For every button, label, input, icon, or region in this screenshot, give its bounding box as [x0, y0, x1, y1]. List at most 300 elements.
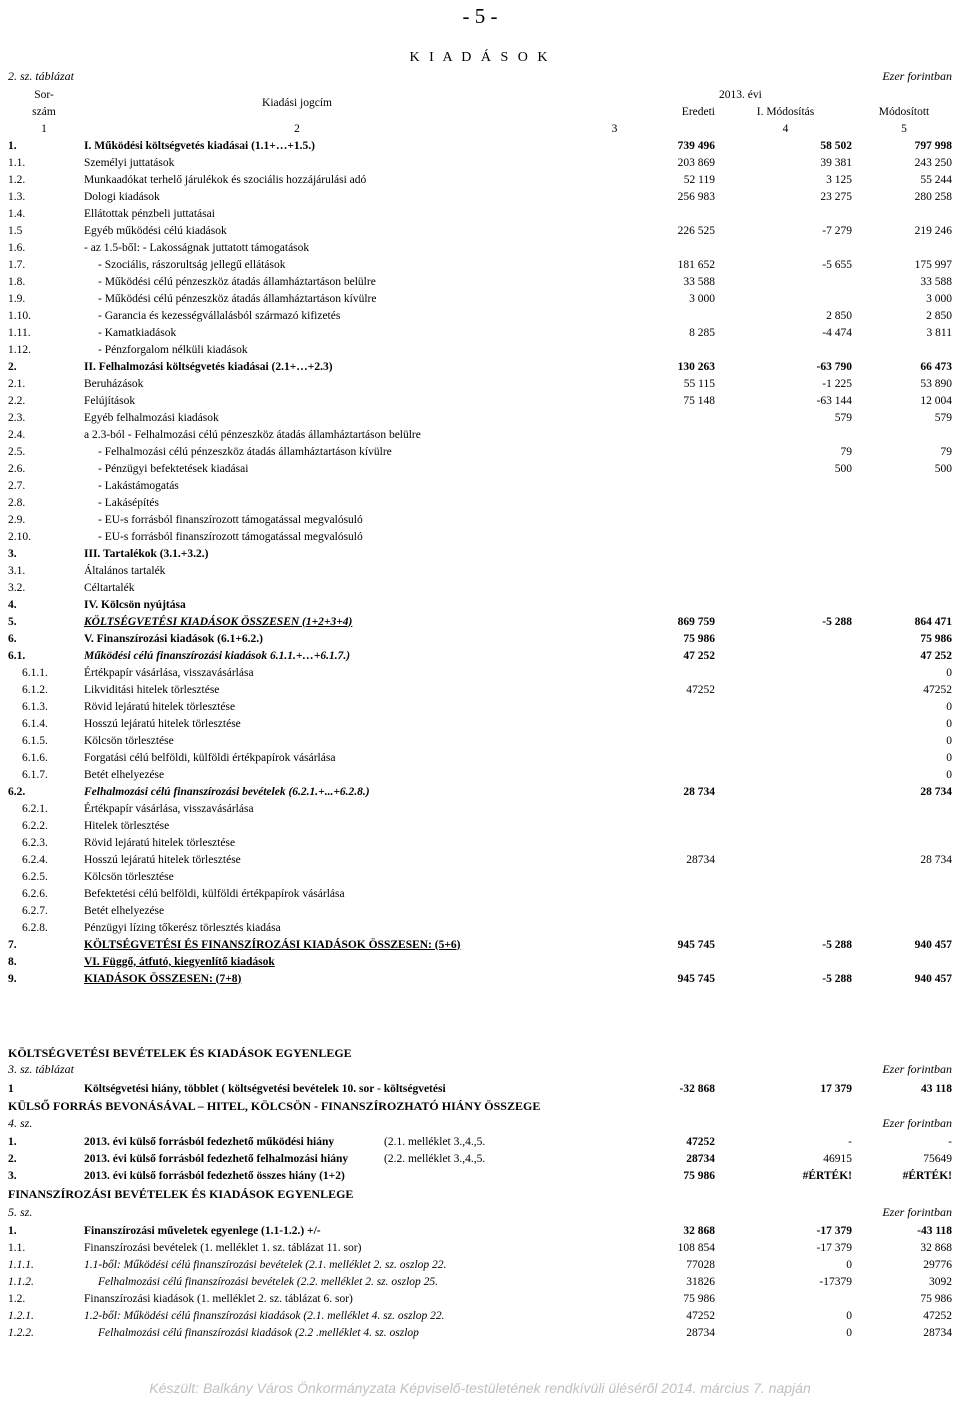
table-row — [6, 562, 954, 579]
row-label: IV. Kölcsön nyújtása — [84, 598, 186, 611]
table-row — [6, 460, 954, 477]
value-modositas: -1 225 — [822, 377, 852, 390]
table-row — [6, 1324, 954, 1341]
table-row — [6, 1167, 954, 1184]
row-number: 2.5. — [8, 445, 26, 458]
table5-label: 5. sz. — [8, 1205, 33, 1219]
value-eredeti — [512, 477, 717, 494]
footer-note: Készült: Balkány Város Önkormányzata Képviselő-testületének rendkívüli üléséről 2014. március 7. napján — [149, 1380, 811, 1396]
value-eredeti — [512, 715, 717, 732]
row-number: 2.3. — [8, 411, 26, 424]
value-modositott — [854, 834, 954, 851]
value-modositas: 0 — [846, 1309, 852, 1322]
table-row — [6, 511, 954, 528]
table5-caption — [8, 1205, 952, 1220]
row-label: V. Finanszírozási kiadások (6.1+6.2.) — [84, 632, 263, 645]
value-modositott — [854, 562, 954, 579]
value-modositott: 280 258 — [914, 190, 952, 203]
value-modositott: 0 — [946, 734, 952, 747]
row-number: 6. — [8, 632, 17, 645]
table-row — [6, 137, 954, 154]
row-label: VI. Függő, átfutó, kiegyenlítő kiadások — [84, 955, 275, 968]
value-modositott: 55 244 — [920, 173, 952, 186]
value-modositott: 0 — [946, 700, 952, 713]
value-eredeti: 47252 — [686, 683, 715, 696]
table-row — [6, 273, 954, 290]
row-number: 3. — [8, 1169, 17, 1182]
value-modositas — [717, 273, 854, 290]
table-row — [6, 1290, 954, 1307]
row-number: 2. — [8, 1152, 17, 1165]
expenditure-table — [6, 86, 954, 987]
value-modositott: 0 — [946, 751, 952, 764]
row-label: - Garancia és kezességvállalásból származó kifizetés — [98, 309, 341, 322]
value-eredeti — [512, 545, 717, 562]
row-number: 1.8. — [8, 275, 26, 288]
row-number: 6.2.2. — [22, 819, 48, 832]
row-reference: (2.1. melléklet 3.,4.,5. — [384, 1135, 486, 1148]
table-row — [6, 222, 954, 239]
value-eredeti — [512, 205, 717, 222]
value-modositott: 75649 — [923, 1152, 952, 1165]
row-label: - Pénzügyi befektetések kiadásai — [98, 462, 249, 475]
value-modositas — [717, 919, 854, 936]
value-modositas — [717, 545, 854, 562]
table-row — [6, 834, 954, 851]
table-header-row — [6, 86, 954, 103]
row-label: Ellátottak pénzbeli juttatásai — [84, 207, 215, 220]
row-number: 1.2.2. — [8, 1326, 34, 1339]
row-label: - az 1.5-ből: - Lakosságnak juttatott támogatások — [84, 241, 310, 254]
value-eredeti — [512, 698, 717, 715]
row-number: 1.11. — [8, 326, 31, 339]
value-modositas — [717, 596, 854, 613]
header-sor: Sor- — [34, 88, 54, 101]
value-modositas — [717, 834, 854, 851]
value-modositott: 2 850 — [926, 309, 952, 322]
row-label: Általános tartalék — [84, 564, 166, 577]
financing-table — [6, 1222, 954, 1341]
value-modositott: 940 457 — [914, 972, 952, 985]
value-modositott: 66 473 — [920, 360, 952, 373]
table-row — [6, 1273, 954, 1290]
value-modositott: 79 — [940, 445, 952, 458]
value-modositott — [854, 477, 954, 494]
table3-label: 3. sz. táblázat — [8, 1062, 75, 1076]
row-number: 2.1. — [8, 377, 26, 390]
row-label: 2013. évi külső forrásból fedezhető működési hiány — [84, 1135, 335, 1148]
value-modositas: -5 288 — [822, 938, 852, 951]
row-label: Hitelek törlesztése — [84, 819, 170, 832]
row-label: - EU-s forrásból finanszírozott támogatással megvalósuló — [98, 513, 363, 526]
row-number: 2. — [8, 360, 17, 373]
row-number: 6.1.7. — [22, 768, 48, 781]
table4-caption — [8, 1116, 952, 1131]
row-number: 6.1.6. — [22, 751, 48, 764]
value-modositas: 23 275 — [820, 190, 852, 203]
colnum: 3 — [611, 122, 618, 135]
row-number: 3.2. — [8, 581, 26, 594]
value-modositas: -17379 — [819, 1275, 852, 1288]
value-modositott: 243 250 — [914, 156, 952, 169]
table-row — [6, 851, 954, 868]
row-label: - Lakástámogatás — [98, 479, 179, 492]
value-modositas — [717, 579, 854, 596]
value-eredeti — [512, 426, 717, 443]
value-modositott — [854, 239, 954, 256]
row-label: Személyi juttatások — [84, 156, 175, 169]
row-number: 6.2.6. — [22, 887, 48, 900]
value-eredeti — [512, 528, 717, 545]
row-label: Kölcsön törlesztése — [84, 734, 174, 747]
value-modositott: #ÉRTÉK! — [902, 1169, 952, 1182]
header-modositott: Módosított — [878, 105, 930, 118]
table-row — [6, 630, 954, 647]
value-modositott: 12 004 — [920, 394, 952, 407]
value-modositas — [717, 715, 854, 732]
deficit-table — [6, 1133, 954, 1184]
value-eredeti: 28734 — [686, 853, 715, 866]
row-number: 2.4. — [8, 428, 26, 441]
row-label: KIADÁSOK ÖSSZESEN: (7+8) — [84, 972, 242, 985]
row-label: Működési célú finanszírozási kiadások 6.1.1.+…+6.1.7.) — [84, 649, 351, 662]
row-number: 2.2. — [8, 394, 26, 407]
value-modositas: -5 655 — [822, 258, 852, 271]
table-row — [6, 239, 954, 256]
row-label: Befektetési célú belföldi, külföldi értékpapírok vásárlása — [84, 887, 345, 900]
row-label: - Pénzforgalom nélküli kiadások — [98, 343, 248, 356]
value-modositott: 3 811 — [926, 326, 952, 339]
value-eredeti: 739 496 — [677, 139, 715, 152]
row-label: Hosszú lejáratú hitelek törlesztése — [84, 853, 241, 866]
row-label: Dologi kiadások — [84, 190, 160, 203]
table4-label: 4. sz. — [8, 1116, 33, 1130]
colnum: 5 — [901, 122, 907, 135]
balance-table — [6, 1080, 954, 1097]
value-eredeti: 130 263 — [677, 360, 715, 373]
value-modositas — [717, 953, 854, 970]
row-number: 1.1.2. — [8, 1275, 34, 1288]
value-modositott: 47 252 — [920, 649, 952, 662]
value-modositott: 75 986 — [920, 632, 952, 645]
row-label: II. Felhalmozási költségvetés kiadásai (2.1+…+2.3) — [84, 360, 333, 373]
table-row — [6, 324, 954, 341]
table-row — [6, 1150, 954, 1167]
value-modositas: #ÉRTÉK! — [802, 1169, 852, 1182]
value-modositott: 0 — [946, 717, 952, 730]
table-row — [6, 154, 954, 171]
table-row — [6, 664, 954, 681]
table-row — [6, 545, 954, 562]
row-number: 1.2. — [8, 173, 26, 186]
value-eredeti: 8 285 — [689, 326, 715, 339]
value-modositas — [717, 749, 854, 766]
table-row — [6, 681, 954, 698]
table-row — [6, 596, 954, 613]
value-eredeti: 203 869 — [677, 156, 715, 169]
table-row — [6, 205, 954, 222]
value-eredeti: 28734 — [686, 1326, 715, 1339]
row-label: Felújítások — [84, 394, 136, 407]
table-row — [6, 613, 954, 630]
value-modositas: 3 125 — [826, 173, 852, 186]
row-label: KÖLTSÉGVETÉSI ÉS FINANSZÍROZÁSI KIADÁSOK ÖSSZESEN: (5+6) — [84, 938, 461, 951]
row-number: 6.2.8. — [22, 921, 48, 934]
page-number: - 5 - — [462, 4, 498, 28]
row-label: Beruházások — [84, 377, 144, 390]
row-number: 1.3. — [8, 190, 26, 203]
value-eredeti — [512, 919, 717, 936]
value-modositott — [854, 800, 954, 817]
row-number: 8. — [8, 955, 17, 968]
row-number: 3. — [8, 547, 17, 560]
row-label: Rövid lejáratú hitelek törlesztése — [84, 700, 236, 713]
table-row — [6, 256, 954, 273]
value-eredeti — [512, 341, 717, 358]
value-modositas: -63 144 — [816, 394, 852, 407]
value-modositott: 47252 — [923, 1309, 952, 1322]
value-eredeti: 256 983 — [677, 190, 715, 203]
value-modositott — [854, 596, 954, 613]
value-modositas — [717, 1290, 854, 1307]
row-label: Finanszírozási bevételek (1. melléklet 1. sz. táblázat 11. sor) — [84, 1241, 362, 1254]
table-row — [6, 477, 954, 494]
header-jogcim: Kiadási jogcím — [262, 97, 332, 109]
section3-heading: KÖLTSÉGVETÉSI BEVÉTELEK ÉS KIADÁSOK EGYENLEGE — [8, 1046, 352, 1060]
table-row — [6, 715, 954, 732]
row-number: 6.2.4. — [22, 853, 48, 866]
row-label: Rövid lejáratú hitelek törlesztése — [84, 836, 236, 849]
row-label: - Szociális, rászorultság jellegű ellátások — [98, 258, 286, 271]
value-modositott: 28734 — [923, 1326, 952, 1339]
value-modositas — [717, 664, 854, 681]
value-modositas — [717, 902, 854, 919]
value-eredeti — [512, 596, 717, 613]
value-eredeti — [512, 817, 717, 834]
value-eredeti: 869 759 — [677, 615, 715, 628]
value-modositas — [717, 647, 854, 664]
value-modositas: -17 379 — [816, 1241, 852, 1254]
value-modositott: 500 — [934, 462, 952, 475]
value-modositott: - — [948, 1135, 952, 1148]
row-label: Likviditási hitelek törlesztése — [84, 683, 220, 696]
value-modositott: 29776 — [923, 1258, 952, 1271]
row-number: 2.8. — [8, 496, 26, 509]
value-modositas — [717, 290, 854, 307]
value-modositott: 33 588 — [920, 275, 952, 288]
value-modositott: 3 000 — [926, 292, 952, 305]
row-number: 1. — [8, 1135, 17, 1148]
header-modositas: I. Módosítás — [756, 105, 815, 118]
row-number: 2.9. — [8, 513, 26, 526]
table-row — [6, 970, 954, 987]
table-row — [6, 579, 954, 596]
value-eredeti — [512, 868, 717, 885]
value-modositas: 39 381 — [820, 156, 852, 169]
row-number: 1.2.1. — [8, 1309, 34, 1322]
value-modositott — [854, 919, 954, 936]
row-number: 7. — [8, 938, 17, 951]
value-modositas: -5 288 — [822, 972, 852, 985]
value-modositott — [854, 579, 954, 596]
table-row — [6, 307, 954, 324]
row-number: 1.2. — [8, 1292, 26, 1305]
table-row — [6, 953, 954, 970]
value-modositott: 28 734 — [920, 853, 952, 866]
row-number: 1.1. — [8, 156, 26, 169]
row-number: 1.10. — [8, 309, 31, 322]
table-row — [6, 443, 954, 460]
value-eredeti — [512, 443, 717, 460]
row-label: Betét elhelyezése — [84, 904, 165, 917]
row-number: 6.2.5. — [22, 870, 48, 883]
row-label: - Működési célú pénzeszköz átadás államháztartáson kívülre — [98, 292, 377, 305]
table4-unit: Ezer forintban — [882, 1116, 952, 1130]
table-row — [6, 936, 954, 953]
value-eredeti — [512, 409, 717, 426]
value-modositott: 219 246 — [914, 224, 952, 237]
colnum: 2 — [294, 122, 300, 135]
value-modositott: 864 471 — [914, 615, 952, 628]
row-label: Kölcsön törlesztése — [84, 870, 174, 883]
value-modositott: -43 118 — [917, 1224, 952, 1237]
value-modositas — [717, 239, 854, 256]
row-label: III. Tartalékok (3.1.+3.2.) — [84, 547, 209, 560]
row-number: 1.1. — [8, 1241, 26, 1254]
row-number: 5. — [8, 615, 17, 628]
value-modositas: -17 379 — [816, 1224, 852, 1237]
row-number: 6.2.3. — [22, 836, 48, 849]
value-modositott: 797 998 — [914, 139, 952, 152]
value-eredeti: 77028 — [686, 1258, 715, 1271]
value-modositas — [717, 868, 854, 885]
value-modositas — [717, 817, 854, 834]
value-eredeti — [512, 307, 717, 324]
table-row — [6, 919, 954, 936]
value-modositott — [854, 545, 954, 562]
header-szam: szám — [32, 105, 56, 118]
row-label: 2013. évi külső forrásból fedezhető felhalmozási hiány — [84, 1152, 349, 1165]
row-label: Finanszírozási kiadások (1. melléklet 2. sz. táblázat 6. sor) — [84, 1292, 353, 1305]
table-row — [6, 375, 954, 392]
row-label: Költségvetési hiány, többlet ( költségvetési bevételek 10. sor - költségvetési — [84, 1082, 446, 1095]
table-row — [6, 732, 954, 749]
value-modositas — [717, 341, 854, 358]
table-row — [6, 392, 954, 409]
value-eredeti: 3 000 — [689, 292, 715, 305]
value-modositott — [854, 528, 954, 545]
value-modositas: 58 502 — [820, 139, 852, 152]
value-modositott: 175 997 — [914, 258, 952, 271]
value-modositas: -63 790 — [816, 360, 852, 373]
section4-heading: KÜLSŐ FORRÁS BEVONÁSÁVAL – HITEL, KÖLCSÖN - FINANSZÍROZHATÓ HIÁNY ÖSSZEGE — [8, 1099, 541, 1113]
row-label: Betét elhelyezése — [84, 768, 165, 781]
table-row — [6, 647, 954, 664]
value-eredeti: 47252 — [686, 1309, 715, 1322]
row-label: Munkaadókat terhelő járulékok és szociális hozzájárulási adó — [84, 173, 367, 186]
value-eredeti: 75 148 — [683, 394, 715, 407]
table-row — [6, 426, 954, 443]
value-modositas — [717, 766, 854, 783]
row-number: 2.7. — [8, 479, 26, 492]
value-eredeti: 226 525 — [677, 224, 715, 237]
value-modositott: 43 118 — [921, 1082, 952, 1095]
value-eredeti: 75 986 — [683, 1292, 715, 1305]
value-modositas: -5 288 — [822, 615, 852, 628]
value-modositott — [854, 426, 954, 443]
value-eredeti: 47252 — [686, 1135, 715, 1148]
value-modositott: 0 — [946, 768, 952, 781]
column-number-row — [6, 120, 954, 137]
colnum: 1 — [41, 122, 47, 135]
value-modositott — [854, 885, 954, 902]
table-row — [6, 1256, 954, 1273]
table2-caption — [8, 69, 952, 84]
value-modositott — [854, 902, 954, 919]
value-eredeti: 33 588 — [683, 275, 715, 288]
row-label: 1.2-ből: Működési célú finanszírozási kiadások (2.1. melléklet 4. sz. oszlop 22. — [84, 1309, 445, 1322]
table-row — [6, 290, 954, 307]
row-label: Felhalmozási célú finanszírozási kiadások (2.2 .melléklet 4. sz. oszlop — [98, 1326, 419, 1339]
row-number: 6.1.2. — [22, 683, 48, 696]
value-modositas: 2 850 — [826, 309, 852, 322]
row-label: Egyéb működési célú kiadások — [84, 224, 227, 237]
row-number: 1.4. — [8, 207, 26, 220]
row-number: 6.1.5. — [22, 734, 48, 747]
row-number: 1.9. — [8, 292, 26, 305]
row-label: Egyéb felhalmozási kiadások — [84, 411, 219, 424]
table-row — [6, 885, 954, 902]
header-eredeti: Eredeti — [681, 105, 715, 118]
value-eredeti — [512, 732, 717, 749]
value-eredeti — [512, 749, 717, 766]
row-label: Pénzügyi lízing tőkerész törlesztés kiadása — [84, 921, 281, 934]
row-number: 6.2.7. — [22, 904, 48, 917]
row-label: Finanszírozási műveletek egyenlege (1.1-1.2.) +/- — [84, 1224, 321, 1237]
row-number: 6.1.4. — [22, 717, 48, 730]
row-number: 6.2.1. — [22, 802, 48, 815]
row-number: 1.1.1. — [8, 1258, 34, 1271]
table3-caption — [8, 1062, 952, 1077]
value-eredeti — [512, 885, 717, 902]
value-eredeti: 75 986 — [683, 1169, 715, 1182]
row-label: KÖLTSÉGVETÉSI KIADÁSOK ÖSSZESEN (1+2+3+4) — [84, 615, 353, 628]
table-row — [6, 188, 954, 205]
table-row — [6, 1133, 954, 1150]
value-eredeti: 32 868 — [683, 1224, 715, 1237]
value-eredeti — [512, 902, 717, 919]
row-number: 3.1. — [8, 564, 26, 577]
value-modositas — [717, 783, 854, 800]
value-modositas — [717, 426, 854, 443]
row-reference: (2.2. melléklet 3.,4.,5. — [384, 1152, 486, 1165]
value-modositas: 0 — [846, 1258, 852, 1271]
row-label: Felhalmozási célú finanszírozási bevételek (2.2. melléklet 2. sz. oszlop 25. — [98, 1275, 439, 1288]
table-row — [6, 1222, 954, 1239]
row-reference — [382, 1167, 512, 1184]
value-modositott: 579 — [934, 411, 952, 424]
value-modositott: 28 734 — [920, 785, 952, 798]
row-label: I. Működési költségvetés kiadásai (1.1+…+1.5.) — [84, 139, 315, 152]
row-label: 1.1-ből: Működési célú finanszírozási bevételek (2.1. melléklet 2. sz. oszlop 22. — [84, 1258, 447, 1271]
value-eredeti: 945 745 — [677, 938, 715, 951]
table-row — [6, 171, 954, 188]
table-row — [6, 1239, 954, 1256]
value-eredeti — [512, 834, 717, 851]
table-row — [6, 902, 954, 919]
row-number: 6.1.1. — [22, 666, 48, 679]
value-modositott: 32 868 — [920, 1241, 952, 1254]
